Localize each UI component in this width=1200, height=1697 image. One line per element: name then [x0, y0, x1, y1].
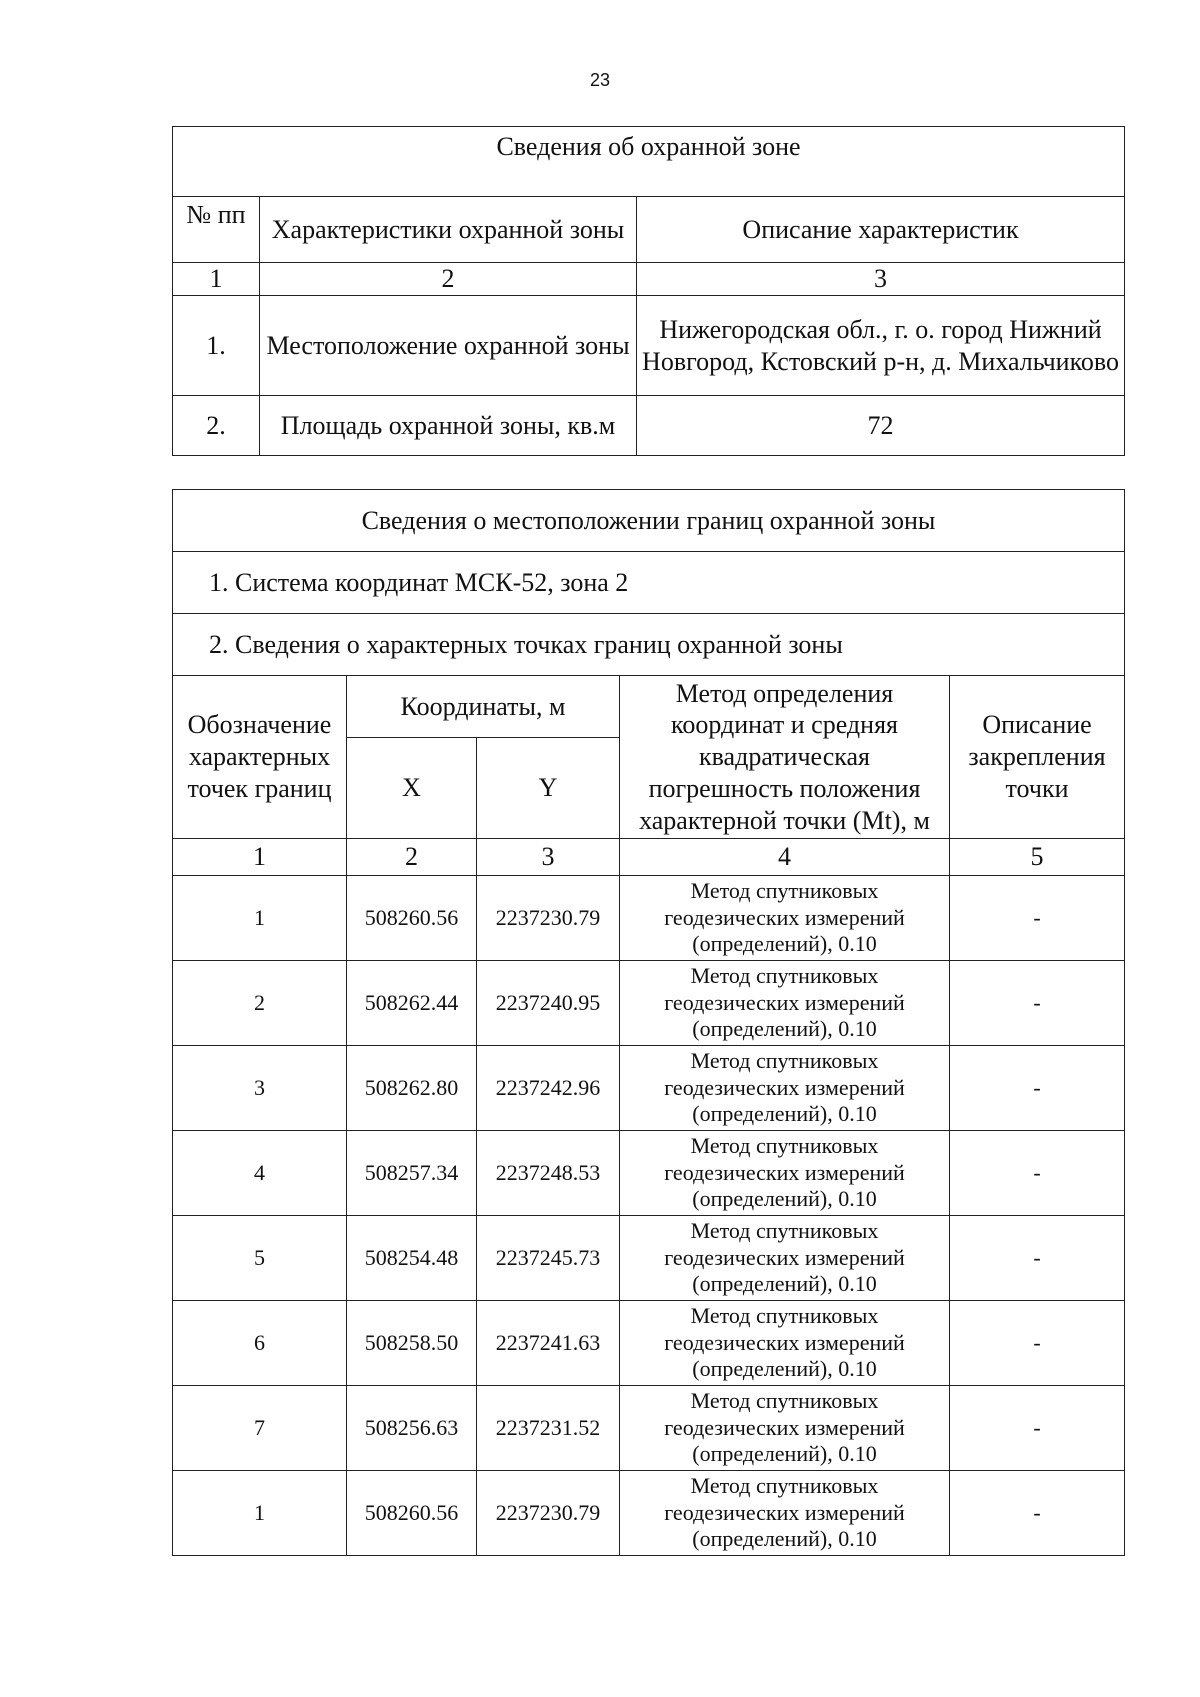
table-row: [173, 1216, 1125, 1301]
column-number: 4: [620, 839, 950, 876]
coordinate-system: 1. Система координат МСК-52, зона 2: [173, 552, 1125, 614]
column-number: 2: [260, 263, 637, 296]
point-y: 2237240.95: [477, 961, 620, 1046]
description-area: 72: [637, 396, 1125, 456]
column-number: 2: [347, 839, 477, 876]
characteristic-location: Местоположение охранной зоны: [260, 296, 637, 396]
point-method: Метод спутниковых геодезических измерений (определений), 0.10: [620, 1131, 950, 1216]
point-x: 508262.44: [347, 961, 477, 1046]
point-fixing: -: [950, 1216, 1125, 1301]
header-y: Y: [477, 738, 620, 839]
point-x: 508260.56: [347, 1471, 477, 1556]
point-id: 3: [173, 1046, 347, 1131]
point-fixing: -: [950, 1301, 1125, 1386]
table-row: [173, 1471, 1125, 1556]
point-method: Метод спутниковых геодезических измерений (определений), 0.10: [620, 876, 950, 961]
point-fixing: -: [950, 1131, 1125, 1216]
header-designation: Обозначение характерных точек границ: [173, 676, 347, 839]
table-row: [173, 961, 1125, 1046]
column-number: 3: [637, 263, 1125, 296]
zone-info-title: Сведения об охранной зоне: [173, 127, 1125, 197]
point-method: Метод спутниковых геодезических измерений (определений), 0.10: [620, 961, 950, 1046]
boundary-info-title: Сведения о местоположении границ охранной зоны: [173, 490, 1125, 552]
column-number: 5: [950, 839, 1125, 876]
point-y: 2237242.96: [477, 1046, 620, 1131]
point-id: 4: [173, 1131, 347, 1216]
point-id: 1: [173, 1471, 347, 1556]
point-x: 508260.56: [347, 876, 477, 961]
point-id: 6: [173, 1301, 347, 1386]
zone-info-table: [172, 126, 1125, 456]
table-row: [173, 1386, 1125, 1471]
point-y: 2237230.79: [477, 876, 620, 961]
point-x: 508256.63: [347, 1386, 477, 1471]
column-number: 3: [477, 839, 620, 876]
description-location: Нижегородская обл., г. о. город Нижний Новгород, Кстовский р-н, д. Михальчиково: [637, 296, 1125, 396]
header-characteristic: Характеристики охранной зоны: [260, 197, 637, 263]
table-row: [173, 1046, 1125, 1131]
table-row: [173, 1131, 1125, 1216]
point-y: 2237245.73: [477, 1216, 620, 1301]
point-y: 2237230.79: [477, 1471, 620, 1556]
point-y: 2237231.52: [477, 1386, 620, 1471]
page-number: 23: [589, 70, 611, 90]
column-number: 1: [173, 839, 347, 876]
point-x: 508258.50: [347, 1301, 477, 1386]
point-y: 2237241.63: [477, 1301, 620, 1386]
point-id: 2: [173, 961, 347, 1046]
point-x: 508262.80: [347, 1046, 477, 1131]
point-method: Метод спутниковых геодезических измерений (определений), 0.10: [620, 1216, 950, 1301]
table-row: [173, 1301, 1125, 1386]
row-number: 1.: [173, 296, 260, 396]
point-fixing: -: [950, 1046, 1125, 1131]
row-number: 2.: [173, 396, 260, 456]
point-method: Метод спутниковых геодезических измерений (определений), 0.10: [620, 1386, 950, 1471]
point-fixing: -: [950, 1471, 1125, 1556]
header-x: X: [347, 738, 477, 839]
point-id: 7: [173, 1386, 347, 1471]
point-method: Метод спутниковых геодезических измерений (определений), 0.10: [620, 1046, 950, 1131]
header-method: Метод определения координат и средняя квадратическая погрешность положения характерной точки (Mt), м: [620, 676, 950, 839]
point-x: 508257.34: [347, 1131, 477, 1216]
header-description: Описание характеристик: [637, 197, 1125, 263]
point-x: 508254.48: [347, 1216, 477, 1301]
header-number: № пп: [173, 197, 260, 263]
point-fixing: -: [950, 876, 1125, 961]
points-title: 2. Сведения о характерных точках границ охранной зоны: [173, 614, 1125, 676]
point-method: Метод спутниковых геодезических измерений (определений), 0.10: [620, 1471, 950, 1556]
header-fixing: Описание закрепления точки: [950, 676, 1125, 839]
point-id: 5: [173, 1216, 347, 1301]
characteristic-area: Площадь охранной зоны, кв.м: [260, 396, 637, 456]
column-number: 1: [173, 263, 260, 296]
point-fixing: -: [950, 1386, 1125, 1471]
point-y: 2237248.53: [477, 1131, 620, 1216]
point-id: 1: [173, 876, 347, 961]
boundary-points-table: [172, 489, 1125, 1556]
point-fixing: -: [950, 961, 1125, 1046]
point-method: Метод спутниковых геодезических измерений (определений), 0.10: [620, 1301, 950, 1386]
header-coordinates: Координаты, м: [347, 676, 620, 738]
table-row: [173, 876, 1125, 961]
